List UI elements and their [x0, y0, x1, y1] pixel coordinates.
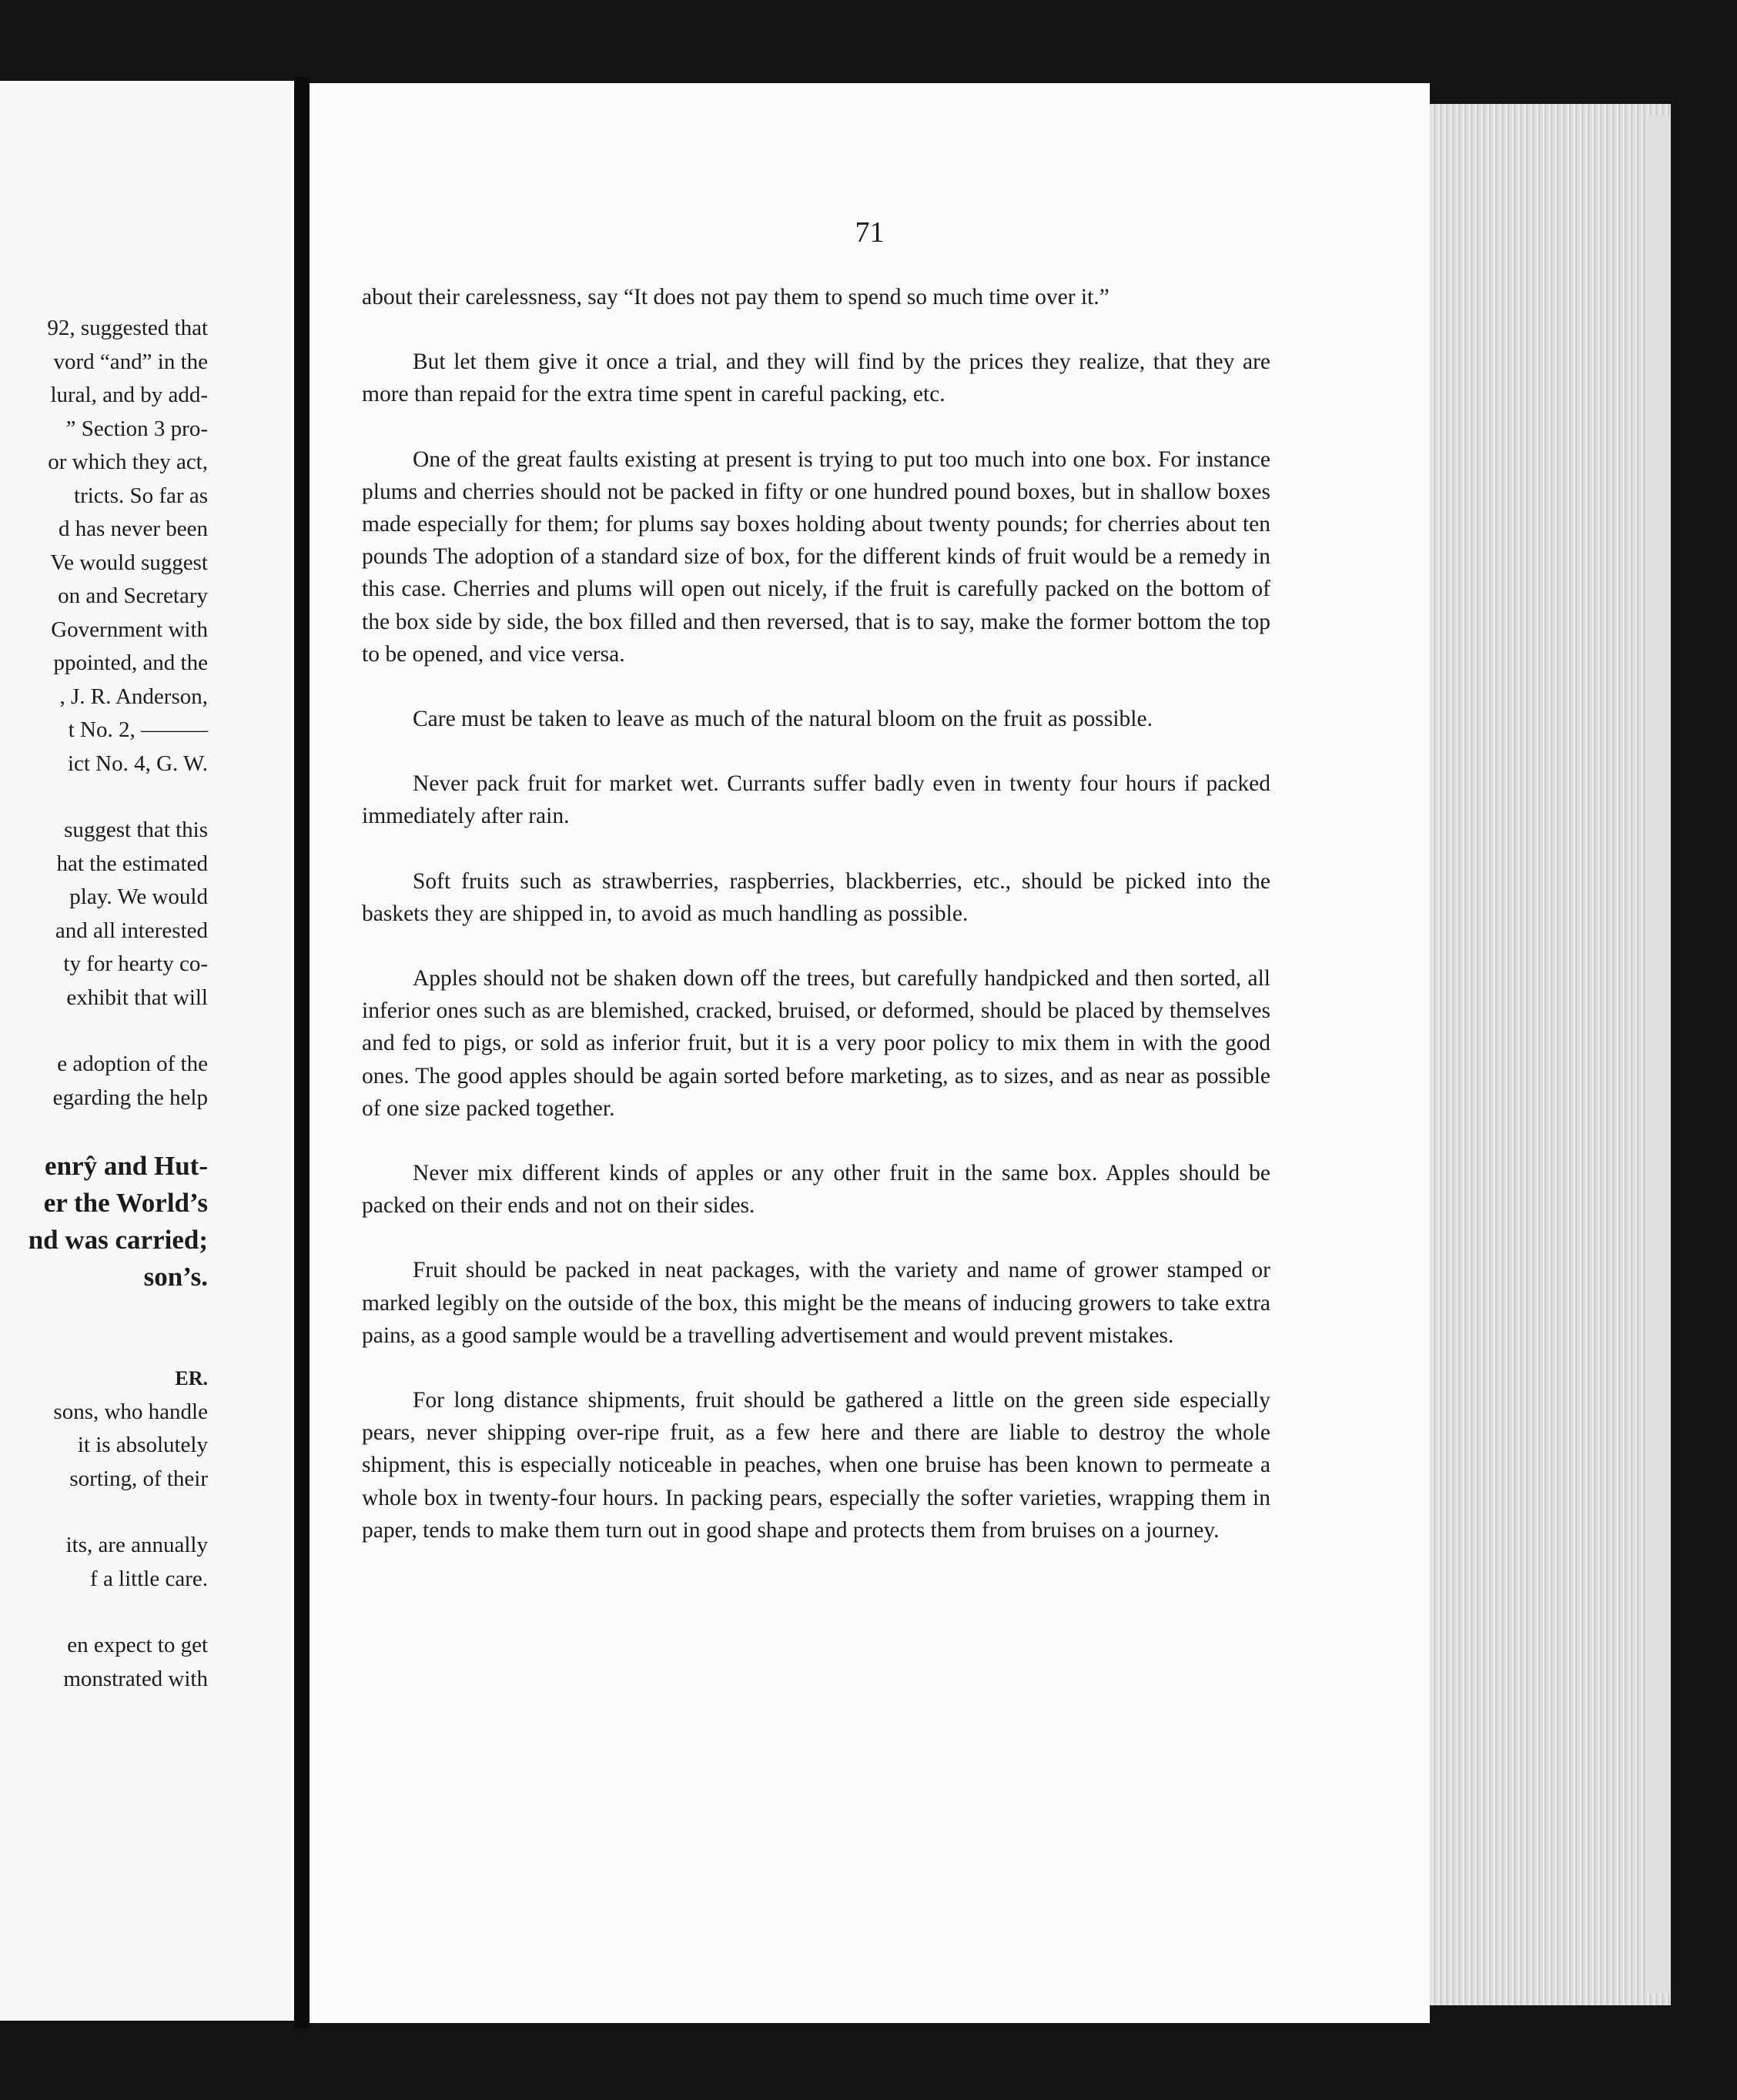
text-line: monstrated with: [63, 1666, 208, 1691]
text-line-heading: nd was carried;: [28, 1225, 208, 1255]
book-gutter: [294, 77, 310, 2028]
text-line: on and Secretary: [58, 584, 208, 608]
paragraph: Soft fruits such as strawberries, raspberries, blackberries, etc., should be picked into the baskets they are shipped in, to avoid as much handling as possible.: [362, 868, 1270, 926]
text-line-heading: son’s.: [143, 1262, 208, 1292]
left-page: [0, 81, 294, 2021]
text-line: egarding the help: [52, 1085, 208, 1110]
text-line: vord “and” in the: [53, 349, 208, 374]
paragraph: Fruit should be packed in neat packages, with the variety and name of grower stamped or marked legibly on the outside of the box, this might be the means of inducing growers to take extra pains, as a good sample would be a travelling advertisement and would prevent mistakes.: [362, 1258, 1270, 1348]
text-line: lural, and by add-: [50, 383, 208, 407]
paragraph: One of the great faults existing at present is trying to put too much into one box. For instance plums and cherries should not be packed in fifty or one hundred pound boxes, but in shallow boxes made especially for them; for plums say boxes holding about twenty pounds; for cherries about ten pounds The adoption of a standard size of box, for the different kinds of fruit would be a remedy in this case. Cherries and plums will open out nicely, if the fruit is carefully packed on the bottom of the box side by side, the box filled and then reversed, that is to say, make the former bottom the top to be opened, and vice versa.: [362, 446, 1270, 667]
text-line: hat the estimated: [56, 851, 208, 876]
text-line: exhibit that will: [66, 985, 208, 1010]
text-line: f a little care.: [90, 1566, 208, 1591]
text-line: en expect to get: [67, 1633, 208, 1657]
text-line: , J. R. Anderson,: [59, 684, 208, 709]
text-line: play. We would: [69, 884, 208, 909]
text-line: its, are annually: [65, 1533, 208, 1557]
paragraph: Never mix different kinds of apples or any other fruit in the same box. Apples should be packed on their ends and not on their sides.: [362, 1161, 1270, 1219]
page-edges-outer: [1648, 115, 1671, 1994]
text-line: or which they act,: [48, 450, 208, 474]
text-line: ty for hearty co-: [63, 951, 208, 976]
text-line: Ve would suggest: [50, 550, 208, 575]
text-line: ppointed, and the: [53, 650, 208, 675]
right-page-text: [362, 281, 1270, 1579]
page-edges: [1424, 104, 1671, 2005]
section-heading: ER.: [175, 1367, 208, 1389]
paragraph: But let them give it once a trial, and they will find by the prices they realize, that they are more than repaid for the extra time spent in careful packing, etc.: [362, 349, 1270, 407]
paragraph: about their carelessness, say “It does not pay them to spend so much time over it.”: [362, 285, 1109, 309]
text-line: e adoption of the: [57, 1052, 208, 1076]
paragraph: Apples should not be shaken down off the trees, but carefully handpicked and then sorted, all inferior ones such as are blemished, cracked, bruised, or deformed, should be placed by themselves and fed to pigs, or sold as inferior fruit, but it is a very poor policy to mix them in with the good ones. The good apples should be again sorted before marketing, as to sizes, and as near as possible of one size packed together.: [362, 966, 1270, 1121]
paragraph: Care must be taken to leave as much of the natural bloom on the fruit as possible.: [413, 707, 1153, 732]
text-line: tricts. So far as: [74, 483, 208, 508]
text-line: sons, who handle: [53, 1399, 208, 1424]
text-line: sorting, of their: [69, 1466, 208, 1491]
text-line: and all interested: [55, 918, 208, 943]
paragraph: Never pack fruit for market wet. Currants suffer badly even in twenty four hours if packed immediately after rain.: [362, 771, 1270, 829]
text-line: 92, suggested that: [47, 316, 208, 340]
text-line: ict No. 4, G. W.: [67, 751, 208, 776]
text-line: Government with: [51, 617, 208, 642]
text-line: it is absolutely: [77, 1433, 208, 1457]
text-line: t No. 2, ———: [68, 717, 208, 742]
page-number: 71: [855, 216, 885, 249]
text-line: d has never been: [58, 517, 208, 541]
left-page-text: [0, 312, 208, 1696]
text-line: ” Section 3 pro-: [65, 416, 208, 441]
paragraph: For long distance shipments, fruit should be gathered a little on the green side especially pears, never shipping over-ripe fruit, as a few here and there are liable to destroy the whole shipment, this is especially noticeable in peaches, when one bruise has been known to permeate a whole box in twenty-four hours. In packing pears, especially the softer varieties, wrapping them in paper, tends to make them turn out in good shape and protects them from bruises on a journey.: [362, 1388, 1270, 1543]
text-line-heading: enrŷ and Hut-: [45, 1151, 208, 1181]
text-line-heading: er the World’s: [43, 1188, 208, 1218]
text-line: suggest that this: [64, 818, 208, 842]
